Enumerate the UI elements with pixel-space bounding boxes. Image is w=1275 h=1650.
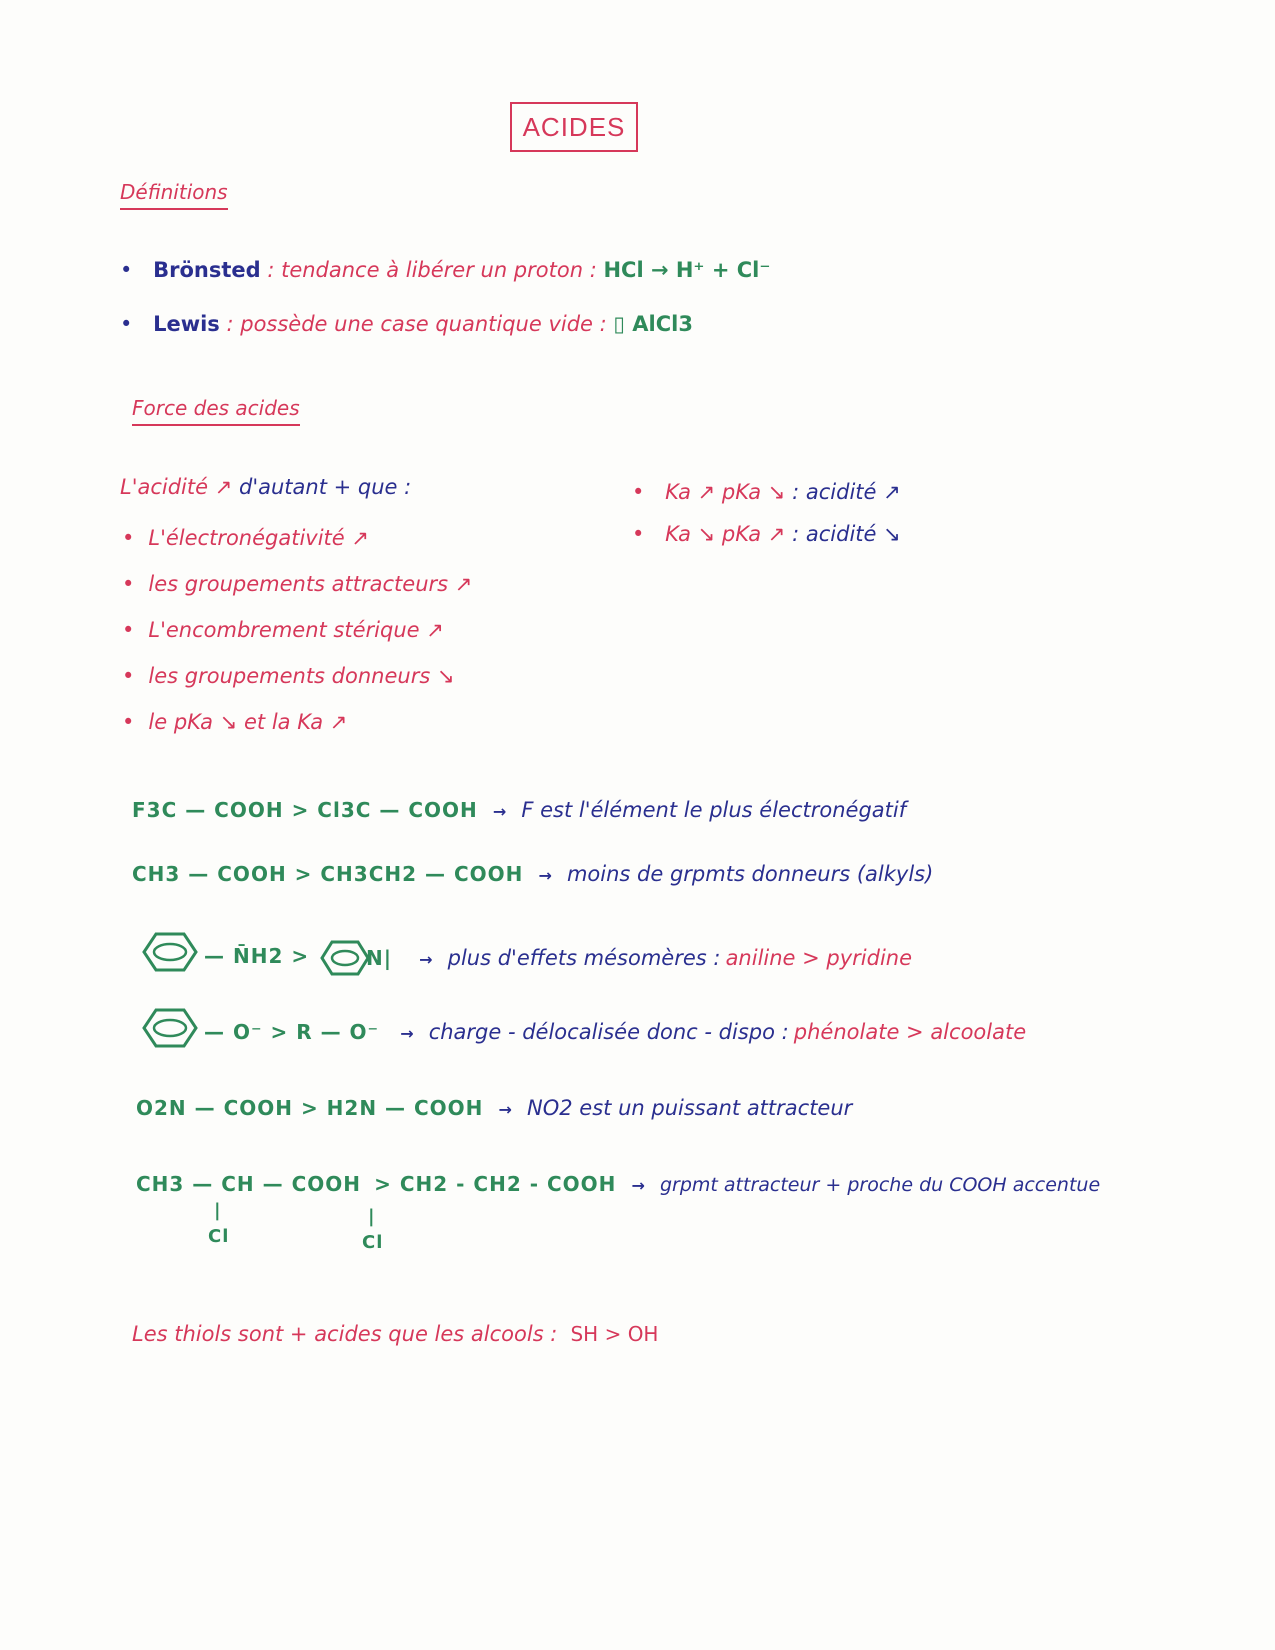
- force-item-1: • L'électronégativité ↗: [122, 526, 369, 550]
- comparison-1-formula: F3C — COOH > Cl3C — COOH: [132, 798, 478, 822]
- thiols-text: Les thiols sont + acides que les alcools :: [132, 1322, 558, 1346]
- bronsted-line: [120, 258, 770, 282]
- force-intro-b: d'autant + que :: [239, 475, 412, 499]
- comparison-3-formula-b: N|: [366, 946, 393, 970]
- bond-line-b: |: [368, 1206, 376, 1227]
- ka-line-1: [632, 480, 901, 504]
- ka-line-2-b: : acidité ↘: [792, 522, 901, 546]
- comparison-4-formula: — O⁻ > R — O⁻: [204, 1020, 380, 1044]
- comparison-2-note: moins de grpmts donneurs (alkyls): [566, 862, 934, 886]
- bond-line-a: |: [214, 1200, 222, 1221]
- force-item-2: • les groupements attracteurs ↗: [122, 572, 472, 596]
- ka-line-2: [632, 522, 901, 546]
- comparison-6-note: grpmt attracteur + proche du COOH accentue: [659, 1174, 1101, 1196]
- comparison-6-arrow: →: [631, 1176, 645, 1195]
- thiols-formula: SH > OH: [570, 1322, 659, 1346]
- force-item-3: • L'encombrement stérique ↗: [122, 618, 444, 642]
- lewis-term: Lewis: [153, 312, 220, 336]
- comparison-1-note: F est l'élément le plus électronégatif: [521, 798, 907, 822]
- comparison-row-5: [136, 1096, 852, 1120]
- phenyl-ring-icon: [134, 1006, 204, 1050]
- force-item-5: • le pKa ↘ et la Ka ↗: [122, 710, 347, 734]
- lewis-text: : possède une case quantique vide :: [226, 312, 607, 336]
- comparison-2-arrow: →: [538, 866, 552, 885]
- comparison-row-6: [136, 1172, 1100, 1196]
- comparison-6-formula-a: CH3 — CH — COOH: [136, 1172, 362, 1196]
- comparison-3-arrow: →: [419, 950, 433, 969]
- comparison-3-formula-a: — N̄H2 >: [204, 944, 310, 968]
- bronsted-term: Brönsted: [153, 258, 261, 282]
- ka-line-2-a: Ka ↘ pKa ↗: [665, 522, 786, 546]
- pyridine-ring-icon: [318, 936, 372, 980]
- comparison-5-arrow: →: [498, 1100, 512, 1119]
- comparison-4-note: charge - délocalisée donc - dispo :: [428, 1020, 789, 1044]
- lewis-line: [120, 312, 693, 336]
- force-item-4: • les groupements donneurs ↘: [122, 664, 455, 688]
- ka-line-1-a: Ka ↗ pKa ↘: [665, 480, 786, 504]
- comparison-6-sub-b: Cl: [362, 1232, 384, 1253]
- page-title: ACIDES: [510, 102, 638, 152]
- comparison-3-note2: aniline > pyridine: [725, 946, 913, 970]
- comparison-4-arrow: →: [400, 1024, 414, 1043]
- comparison-row-1: [132, 798, 906, 822]
- comparison-2-formula: CH3 — COOH > CH3CH2 — COOH: [132, 862, 524, 886]
- comparison-4-note2: phénolate > alcoolate: [793, 1020, 1027, 1044]
- comparison-row-2: [132, 862, 933, 886]
- lewis-formula: ▯ AlCl3: [613, 312, 693, 336]
- comparison-row-4: [204, 1020, 1026, 1044]
- definitions-heading: Définitions: [120, 180, 228, 210]
- ka-line-1-b: : acidité ↗: [792, 480, 901, 504]
- comparison-5-formula: O2N — COOH > H2N — COOH: [136, 1096, 484, 1120]
- comparison-5-note: NO2 est un puissant attracteur: [527, 1096, 853, 1120]
- comparison-6-formula-b: > CH2 - CH2 - COOH: [374, 1172, 617, 1196]
- benzene-ring-icon: [134, 930, 204, 974]
- comparison-row-3: [204, 944, 309, 968]
- force-heading: Force des acides: [132, 396, 300, 426]
- comparison-1-arrow: →: [492, 802, 507, 821]
- force-intro-a: L'acidité ↗: [120, 475, 233, 499]
- thiols-line: [132, 1322, 658, 1346]
- comparison-3-note: plus d'effets mésomères :: [447, 946, 721, 970]
- force-intro: [120, 475, 411, 499]
- bronsted-formula: HCl → H⁺ + Cl⁻: [603, 258, 771, 282]
- comparison-6-sub-a: Cl: [208, 1226, 230, 1247]
- bronsted-text: : tendance à libérer un proton :: [267, 258, 597, 282]
- comparison-row-3-rest: [366, 946, 912, 970]
